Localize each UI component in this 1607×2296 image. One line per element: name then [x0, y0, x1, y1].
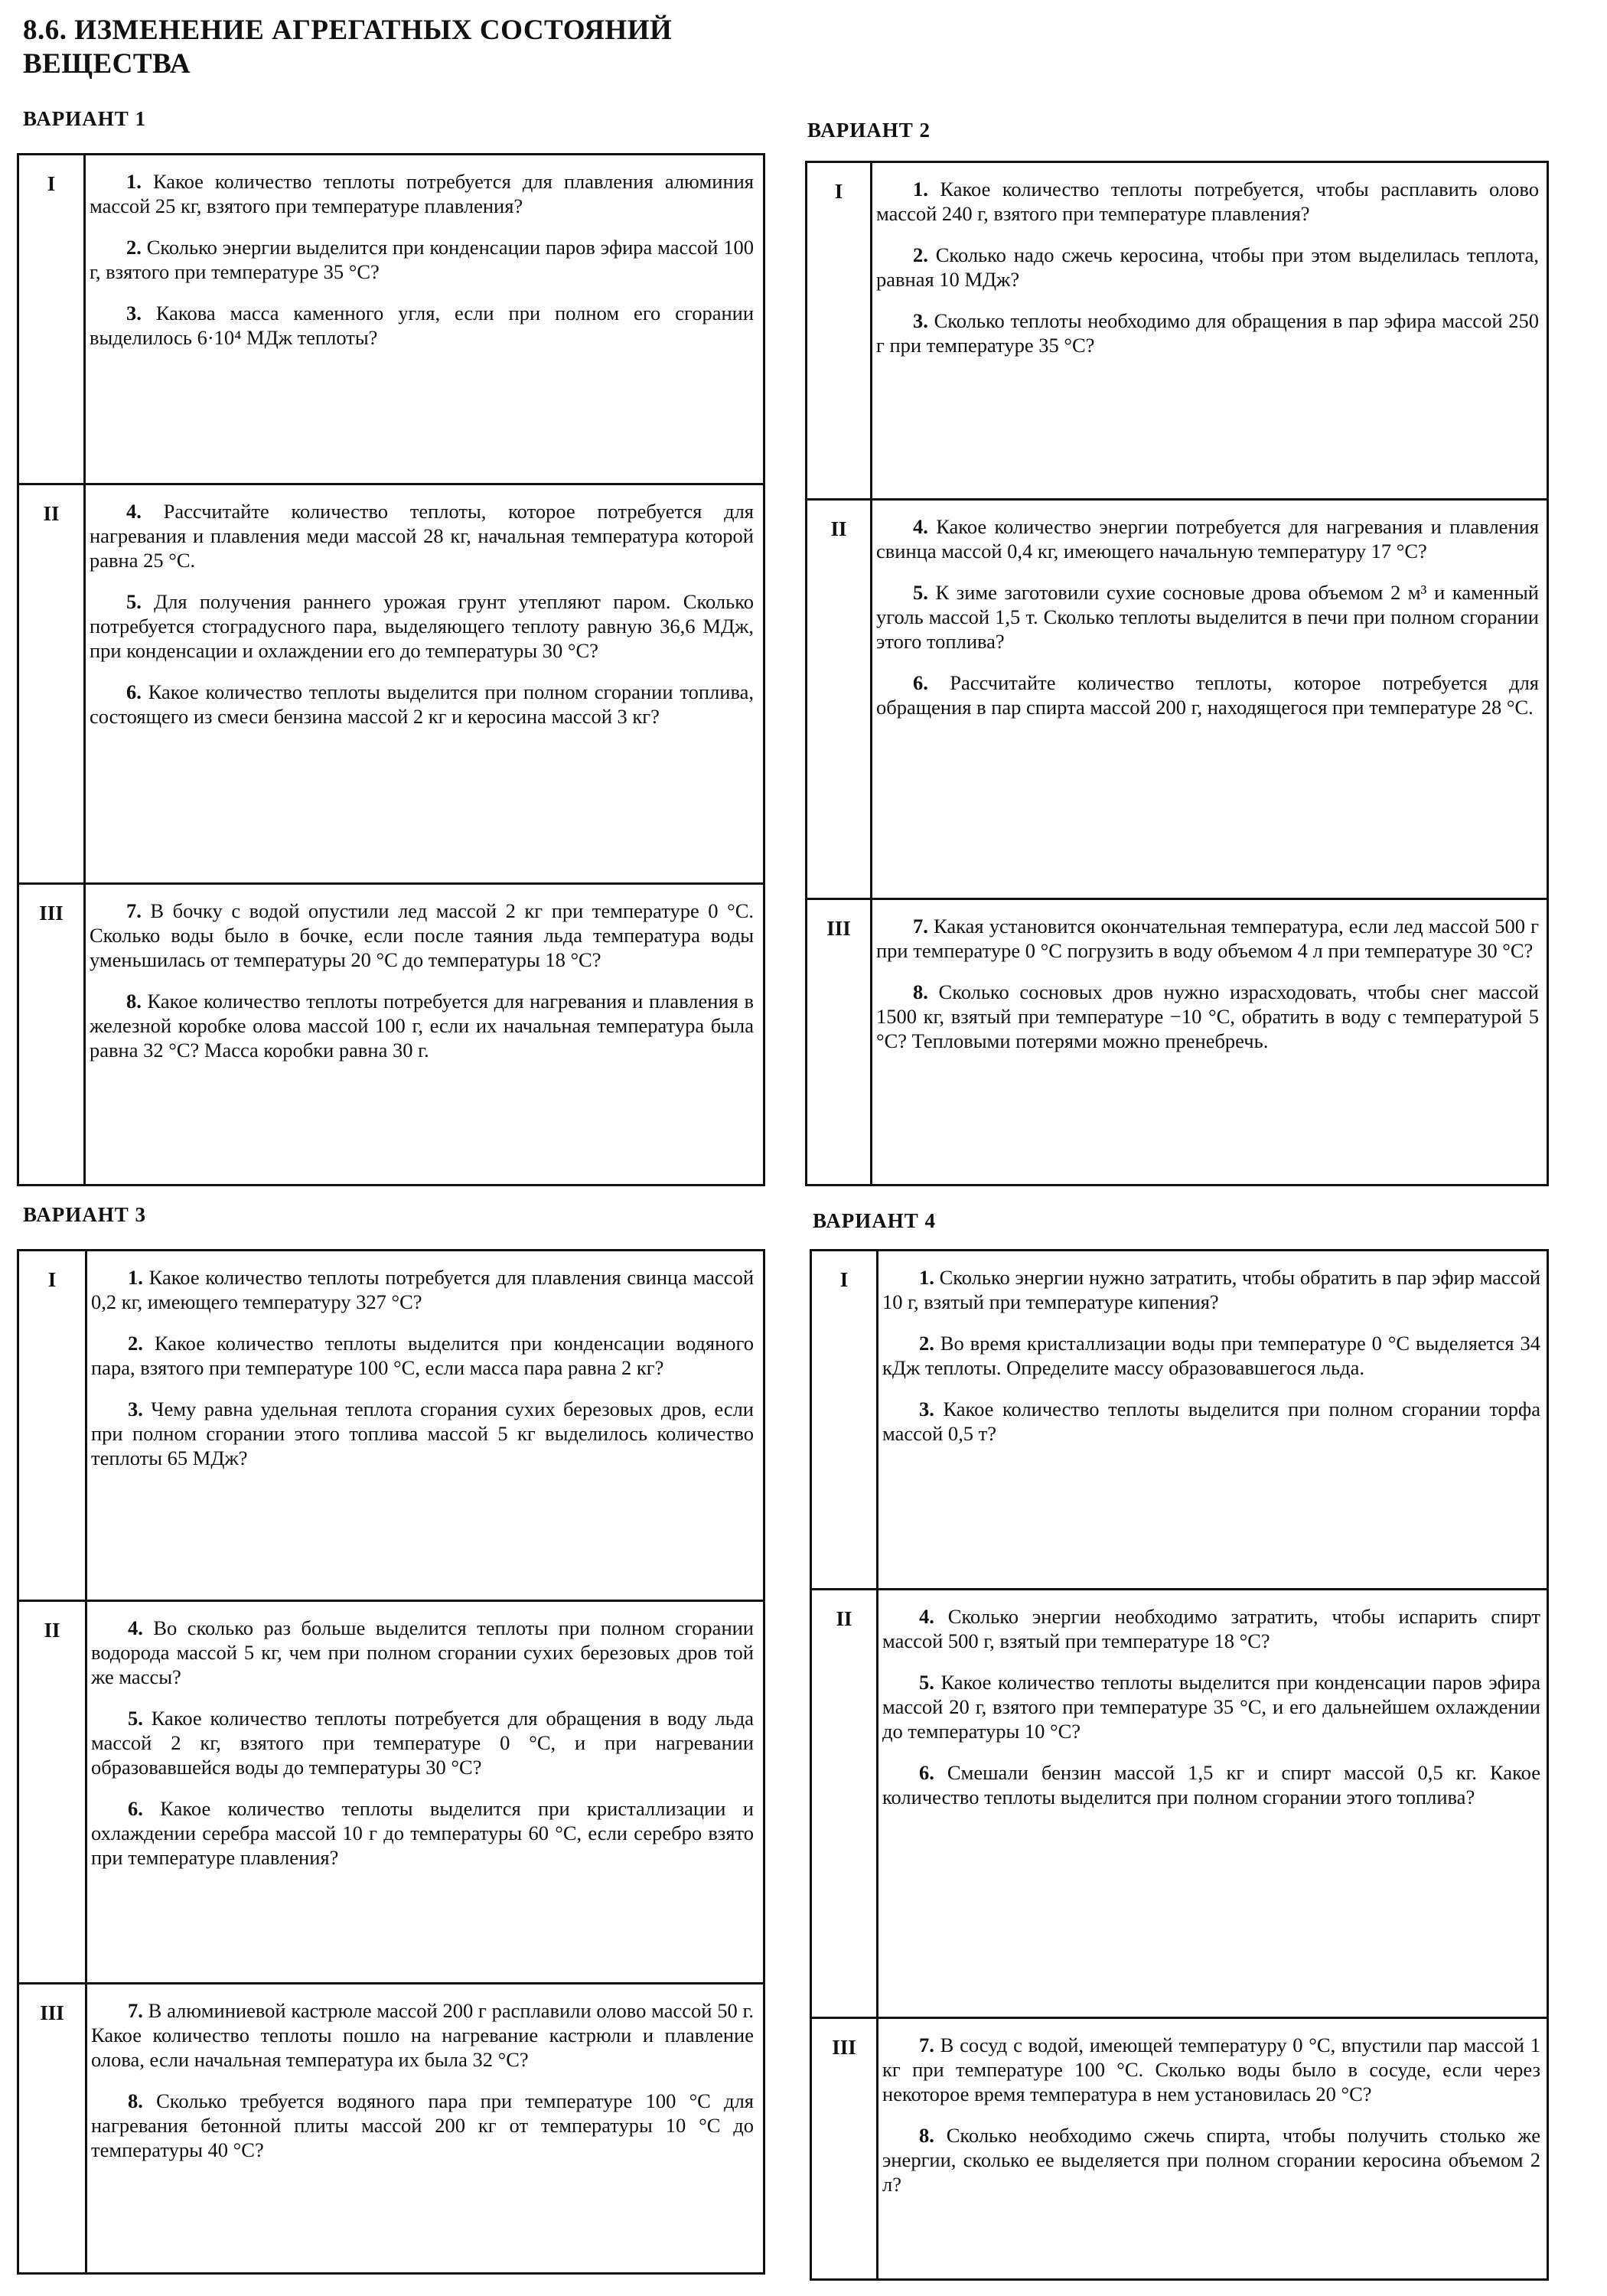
difficulty-section	[19, 155, 763, 483]
task-item	[90, 499, 754, 572]
task-item	[882, 2033, 1540, 2106]
task-item	[876, 243, 1539, 292]
task-item	[882, 1331, 1540, 1380]
task-list	[876, 514, 1539, 736]
task-text: Какова масса каменного угля, если при полном его сгорании выделилось 6·10⁴ МДж теплоты?	[90, 302, 754, 349]
difficulty-level: III	[832, 2036, 856, 2059]
task-text: Какая установится окончательная температура, если лед массой 500 г при температуре 0 °С погрузить в воду объемом 4 л при температуре 30 °С?	[876, 915, 1539, 962]
task-item	[90, 899, 754, 972]
task-item	[90, 589, 754, 663]
task-list	[876, 914, 1539, 1070]
task-number: 4.	[126, 500, 142, 523]
task-item	[91, 1265, 754, 1314]
variant-heading: ВАРИАНТ 4	[813, 1209, 937, 1232]
task-text: Сколько сосновых дров нужно израсходовать, чтобы снег массой 1500 кг, взятый при температуре −10 °С, обратить в воду с температурой 5 °С? Тепловыми потерями можно пренебречь.	[876, 980, 1539, 1052]
variant-table	[17, 153, 765, 1186]
task-item	[876, 580, 1539, 654]
task-number: 5.	[913, 581, 928, 604]
variant-heading: ВАРИАНТ 1	[23, 107, 147, 130]
task-text: Смешали бензин массой 1,5 кг и спирт массой 0,5 кг. Какое количество теплоты выделится при полном сгорании этого топлива?	[882, 1761, 1540, 1808]
task-item	[882, 1397, 1540, 1446]
task-text: Какое количество теплоты потребуется, чтобы расплавить олово массой 240 г, взятого при температуре плавления?	[876, 178, 1539, 225]
task-number: 8.	[913, 980, 928, 1003]
task-item	[90, 235, 754, 284]
difficulty-section	[19, 882, 763, 1189]
task-number: 3.	[919, 1397, 934, 1420]
task-text: Во сколько раз больше выделится теплоты при полном сгорании водорода массой 5 кг, чем при полном сгорании сухих березовых дров той же массы?	[91, 1616, 754, 1688]
variant-heading: ВАРИАНТ 2	[807, 119, 931, 142]
difficulty-section	[812, 1251, 1547, 1588]
task-text: Рассчитайте количество теплоты, которое потребуется для обращения в пар спирта массой 200 г, находящегося при температуре 28 °С.	[876, 671, 1539, 719]
task-number: 2.	[126, 236, 142, 259]
task-text: Какое количество теплоты выделится при полном сгорании торфа массой 0,5 т?	[882, 1397, 1540, 1445]
difficulty-level: III	[40, 2001, 64, 2024]
task-list	[90, 499, 754, 745]
task-number: 1.	[126, 170, 142, 193]
task-number: 7.	[126, 899, 142, 922]
task-item	[882, 1670, 1540, 1743]
task-text: Какое количество теплоты выделится при полном сгорании топлива, состоящего из смеси бензина массой 2 кг и керосина массой 3 кг?	[90, 680, 754, 728]
task-text: Сколько необходимо сжечь спирта, чтобы получить столько же энергии, сколько ее выделяется при полном сгорании керосина объемом 2 л?	[882, 2124, 1540, 2196]
task-list	[882, 2033, 1540, 2213]
task-number: 8.	[128, 2089, 143, 2112]
task-list	[90, 169, 754, 367]
task-item	[90, 169, 754, 218]
task-item	[91, 1998, 754, 2072]
task-item	[91, 1706, 754, 1779]
task-text: Какое количество энергии потребуется для нагревания и плавления свинца массой 0,4 кг, имеющего начальную температуру 17 °С?	[876, 515, 1539, 563]
task-text: Сколько энергии выделится при конденсации паров эфира массой 100 г, взятого при температуре 35 °С?	[90, 236, 754, 283]
task-number: 8.	[126, 990, 142, 1013]
task-number: 6.	[919, 1761, 934, 1784]
task-list	[91, 1998, 754, 2179]
task-number: 2.	[128, 1332, 143, 1355]
task-item	[882, 1265, 1540, 1314]
task-item	[876, 308, 1539, 357]
task-text: Какое количество теплоты выделится при конденсации паров эфира массой 20 г, взятого при температуре 35 °С, и его дальнейшем охлаждении до температуры 10 °С?	[882, 1671, 1540, 1743]
difficulty-section	[812, 1588, 1547, 2017]
difficulty-level: I	[47, 172, 56, 195]
difficulty-section	[19, 1600, 763, 1982]
difficulty-level: I	[839, 1268, 849, 1291]
task-text: Для получения раннего урожая грунт утепляют паром. Сколько потребуется стоградусного пара, выделяющего теплоту равную 36,6 МДж, при конденсации и охлаждении его до температуры 30 °С?	[90, 590, 754, 662]
task-text: Сколько энергии необходимо затратить, чтобы испарить спирт массой 500 г, взятый при температуре 18 °С?	[882, 1605, 1540, 1652]
task-item	[876, 914, 1539, 963]
difficulty-level: II	[44, 1619, 60, 1642]
task-item	[91, 1397, 754, 1470]
task-number: 6.	[128, 1797, 143, 1820]
task-number: 4.	[128, 1616, 143, 1639]
task-text: Какое количество теплоты потребуется для нагревания и плавления в железной коробке олова массой 100 г, если их начальная температура была равна 32 °С? Масса коробки равна 30 г.	[90, 990, 754, 1062]
difficulty-level: II	[43, 502, 60, 525]
task-item	[90, 301, 754, 350]
difficulty-section	[19, 483, 763, 882]
task-text: Какое количество теплоты потребуется для плавления свинца массой 0,2 кг, имеющего температуру 327 °С?	[91, 1266, 754, 1313]
task-list	[91, 1265, 754, 1487]
task-item	[90, 989, 754, 1062]
difficulty-section	[812, 2017, 1547, 2283]
difficulty-section	[19, 1982, 763, 2277]
difficulty-level: III	[39, 902, 64, 925]
task-text: Сколько надо сжечь керосина, чтобы при этом выделилась теплота, равная 10 МДж?	[876, 243, 1539, 291]
task-item	[91, 1616, 754, 1689]
task-item	[91, 2089, 754, 2162]
task-item	[876, 670, 1539, 719]
task-text: В алюминиевой кастрюле массой 200 г расплавили олово массой 50 г. Какое количество теплоты пошло на нагревание кастрюли и плавление олова, если начальная температура их была 32 °С?	[91, 1999, 754, 2071]
task-number: 4.	[913, 515, 928, 538]
task-text: Сколько теплоты необходимо для обращения в пар эфира массой 250 г при температуре 35 °С?	[876, 309, 1539, 357]
task-text: Сколько требуется водяного пара при температуре 100 °С для нагревания бетонной плиты массой 200 кг от температуры 10 °С до температуры 40 °С?	[91, 2089, 754, 2161]
task-number: 7.	[128, 1999, 143, 2022]
difficulty-section	[807, 498, 1547, 898]
task-list	[91, 1616, 754, 1887]
variant-table	[805, 161, 1549, 1186]
task-number: 4.	[919, 1605, 934, 1628]
variant-table	[810, 1249, 1549, 2281]
task-list	[882, 1604, 1540, 1826]
task-number: 3.	[128, 1397, 143, 1420]
variant-table	[17, 1249, 765, 2275]
task-number: 1.	[128, 1266, 143, 1289]
task-number: 3.	[126, 302, 142, 325]
task-list	[876, 177, 1539, 374]
difficulty-level: III	[826, 917, 851, 940]
task-item	[91, 1331, 754, 1380]
task-number: 5.	[126, 590, 142, 613]
difficulty-section	[807, 898, 1547, 1189]
task-item	[882, 1760, 1540, 1809]
task-list	[90, 899, 754, 1079]
task-number: 5.	[128, 1707, 143, 1730]
task-item	[876, 514, 1539, 563]
task-item	[90, 680, 754, 729]
task-number: 2.	[913, 243, 928, 266]
task-text: Какое количество теплоты потребуется для обращения в воду льда массой 2 кг, взятого при температуре 0 °С, и при нагревании образовавшейся воды до температуры 30 °С?	[91, 1707, 754, 1779]
task-text: Во время кристаллизации воды при температуре 0 °С выделяется 34 кДж теплоты. Определите массу образовавшегося льда.	[882, 1332, 1540, 1379]
task-item	[882, 1604, 1540, 1653]
page-title: 8.6. ИЗМЕНЕНИЕ АГРЕГАТНЫХ СОСТОЯНИЙ ВЕЩЕСТВА	[23, 15, 673, 80]
task-number: 6.	[913, 671, 928, 694]
difficulty-level: I	[834, 180, 843, 203]
task-text: К зиме заготовили сухие сосновые дрова объемом 2 м³ и каменный уголь массой 1,5 т. Сколько теплоты выделится в печи при полном сгорании этого топлива?	[876, 581, 1539, 653]
task-text: В сосуд с водой, имеющей температуру 0 °С, впустили пар массой 1 кг при температуре 100 °С. Сколько воды было в сосуде, если через некоторое время температура в нем установилась 20 °С?	[882, 2033, 1540, 2105]
task-text: Чему равна удельная теплота сгорания сухих березовых дров, если при полном сгорании этого топлива массой 5 кг выделилось количество теплоты 65 МДж?	[91, 1397, 754, 1469]
task-number: 5.	[919, 1671, 934, 1694]
task-text: Какое количество теплоты выделится при кристаллизации и охлаждении серебра массой 10 г до температуры 60 °С, если серебро взято при температуре плавления?	[91, 1797, 754, 1869]
task-list	[882, 1265, 1540, 1463]
task-item	[91, 1796, 754, 1870]
task-text: Рассчитайте количество теплоты, которое потребуется для нагревания и плавления меди массой 28 кг, начальная температура которой равна 25 °С.	[90, 500, 754, 572]
difficulty-section	[19, 1251, 763, 1600]
difficulty-level: II	[836, 1607, 852, 1630]
task-item	[876, 177, 1539, 226]
variant-heading: ВАРИАНТ 3	[23, 1203, 147, 1226]
task-item	[882, 2123, 1540, 2197]
task-number: 3.	[913, 309, 928, 332]
task-number: 7.	[913, 915, 928, 938]
difficulty-level: I	[47, 1268, 57, 1291]
task-number: 8.	[919, 2124, 934, 2147]
task-text: Какое количество теплоты потребуется для плавления алюминия массой 25 кг, взятого при температуре плавления?	[90, 170, 754, 217]
task-text: Какое количество теплоты выделится при конденсации водяного пара, взятого при температуре 100 °С, если масса пара равна 2 кг?	[91, 1332, 754, 1379]
task-number: 7.	[919, 2033, 934, 2056]
task-number: 6.	[126, 680, 142, 703]
difficulty-section	[807, 163, 1547, 498]
task-number: 2.	[919, 1332, 934, 1355]
task-number: 1.	[919, 1266, 934, 1289]
task-text: В бочку с водой опустили лед массой 2 кг при температуре 0 °С. Сколько воды было в бочке, если после таяния льда температура воды уменьшилась от температуры 20 °С до температуры 18 °С?	[90, 899, 754, 971]
difficulty-level: II	[830, 517, 847, 540]
task-item	[876, 980, 1539, 1053]
task-text: Сколько энергии нужно затратить, чтобы обратить в пар эфир массой 10 г, взятый при температуре кипения?	[882, 1266, 1540, 1313]
task-number: 1.	[913, 178, 928, 201]
